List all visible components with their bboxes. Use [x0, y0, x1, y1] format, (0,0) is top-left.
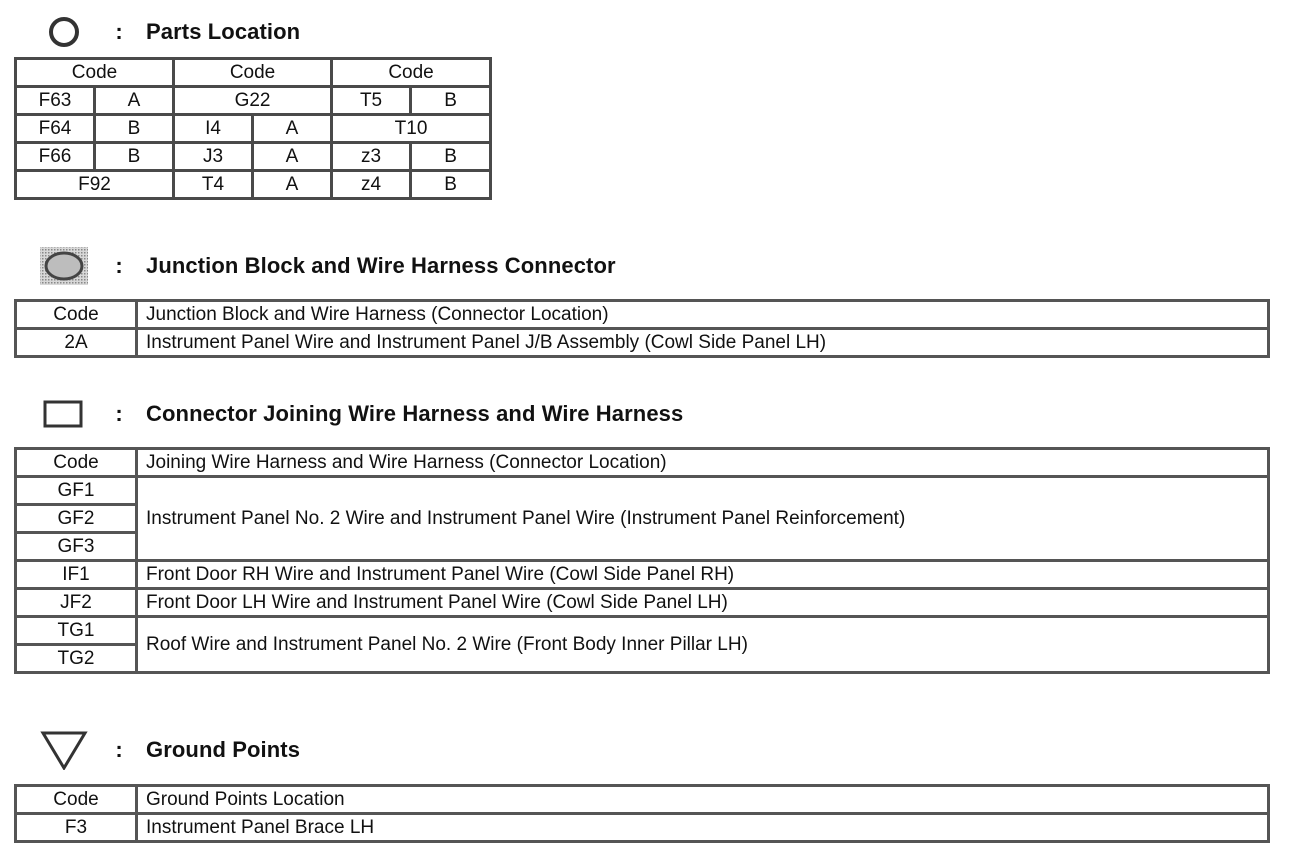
- junction-block-heading: [36, 246, 616, 286]
- code-cell: GF2: [16, 505, 137, 533]
- ground-points-table: [14, 784, 1270, 843]
- code-cell: z4: [332, 171, 411, 199]
- table-row: [16, 617, 1269, 645]
- table-row: [16, 589, 1269, 617]
- code-cell: T10: [332, 115, 491, 143]
- location-cell: Instrument Panel Wire and Instrument Panel J/B Assembly (Cowl Side Panel LH): [137, 329, 1269, 357]
- table-row: [16, 59, 491, 87]
- code-cell: 2A: [16, 329, 137, 357]
- location-header: Ground Points Location: [137, 786, 1269, 814]
- code-cell: TG1: [16, 617, 137, 645]
- code-header: Code: [16, 449, 137, 477]
- code-cell: J3: [174, 143, 253, 171]
- location-cell: Front Door RH Wire and Instrument Panel Wire (Cowl Side Panel RH): [137, 561, 1269, 589]
- junction-block-table: [14, 299, 1270, 358]
- table-row: [16, 115, 491, 143]
- table-row: [16, 449, 1269, 477]
- triangle-icon: [36, 730, 92, 770]
- table-row: [16, 477, 1269, 505]
- parts-location-heading: [36, 12, 300, 52]
- code-header: Code: [16, 301, 137, 329]
- circle-icon: [36, 12, 92, 52]
- location-header: Junction Block and Wire Harness (Connector Location): [137, 301, 1269, 329]
- code-cell: z3: [332, 143, 411, 171]
- rectangle-icon: [36, 394, 92, 434]
- location-cell: Instrument Panel No. 2 Wire and Instrument Panel Wire (Instrument Panel Reinforcement): [137, 477, 1269, 561]
- connector-joining-colon: :: [115, 401, 123, 426]
- code-header: Code: [332, 59, 491, 87]
- table-row: [16, 143, 491, 171]
- parts-location-table: [14, 57, 492, 200]
- code-cell: T4: [174, 171, 253, 199]
- connector-joining-heading: [36, 394, 683, 434]
- code-cell: B: [411, 143, 491, 171]
- code-cell: B: [95, 143, 174, 171]
- code-cell: I4: [174, 115, 253, 143]
- connector-joining-title: Connector Joining Wire Harness and Wire Harness: [146, 401, 684, 426]
- code-cell: A: [253, 171, 332, 199]
- code-cell: F92: [16, 171, 174, 199]
- parts-location-title: Parts Location: [146, 19, 301, 44]
- code-header: Code: [16, 59, 174, 87]
- code-cell: TG2: [16, 645, 137, 673]
- table-row: [16, 786, 1269, 814]
- code-cell: A: [95, 87, 174, 115]
- ground-points-title: Ground Points: [146, 737, 301, 762]
- code-cell: JF2: [16, 589, 137, 617]
- code-cell: F63: [16, 87, 95, 115]
- code-cell: F66: [16, 143, 95, 171]
- code-cell: T5: [332, 87, 411, 115]
- connector-joining-table: [14, 447, 1270, 674]
- junction-block-title: Junction Block and Wire Harness Connector: [146, 253, 616, 278]
- code-cell: A: [253, 143, 332, 171]
- parts-location-colon: :: [115, 19, 123, 44]
- code-cell: GF3: [16, 533, 137, 561]
- shaded-oval-icon: [36, 246, 92, 286]
- location-header: Joining Wire Harness and Wire Harness (Connector Location): [137, 449, 1269, 477]
- table-row: [16, 87, 491, 115]
- code-cell: GF1: [16, 477, 137, 505]
- code-cell: A: [253, 115, 332, 143]
- code-header: Code: [174, 59, 332, 87]
- code-cell: F3: [16, 814, 137, 842]
- ground-points-heading: [36, 730, 300, 770]
- location-cell: Front Door LH Wire and Instrument Panel Wire (Cowl Side Panel LH): [137, 589, 1269, 617]
- table-row: [16, 301, 1269, 329]
- location-cell: Roof Wire and Instrument Panel No. 2 Wire (Front Body Inner Pillar LH): [137, 617, 1269, 673]
- table-row: [16, 561, 1269, 589]
- code-header: Code: [16, 786, 137, 814]
- location-cell: Instrument Panel Brace LH: [137, 814, 1269, 842]
- code-cell: B: [95, 115, 174, 143]
- junction-block-colon: :: [115, 253, 123, 278]
- code-cell: B: [411, 87, 491, 115]
- table-row: [16, 814, 1269, 842]
- table-row: [16, 171, 491, 199]
- code-cell: G22: [174, 87, 332, 115]
- ground-points-colon: :: [115, 737, 123, 762]
- table-row: [16, 329, 1269, 357]
- code-cell: B: [411, 171, 491, 199]
- code-cell: IF1: [16, 561, 137, 589]
- code-cell: F64: [16, 115, 95, 143]
